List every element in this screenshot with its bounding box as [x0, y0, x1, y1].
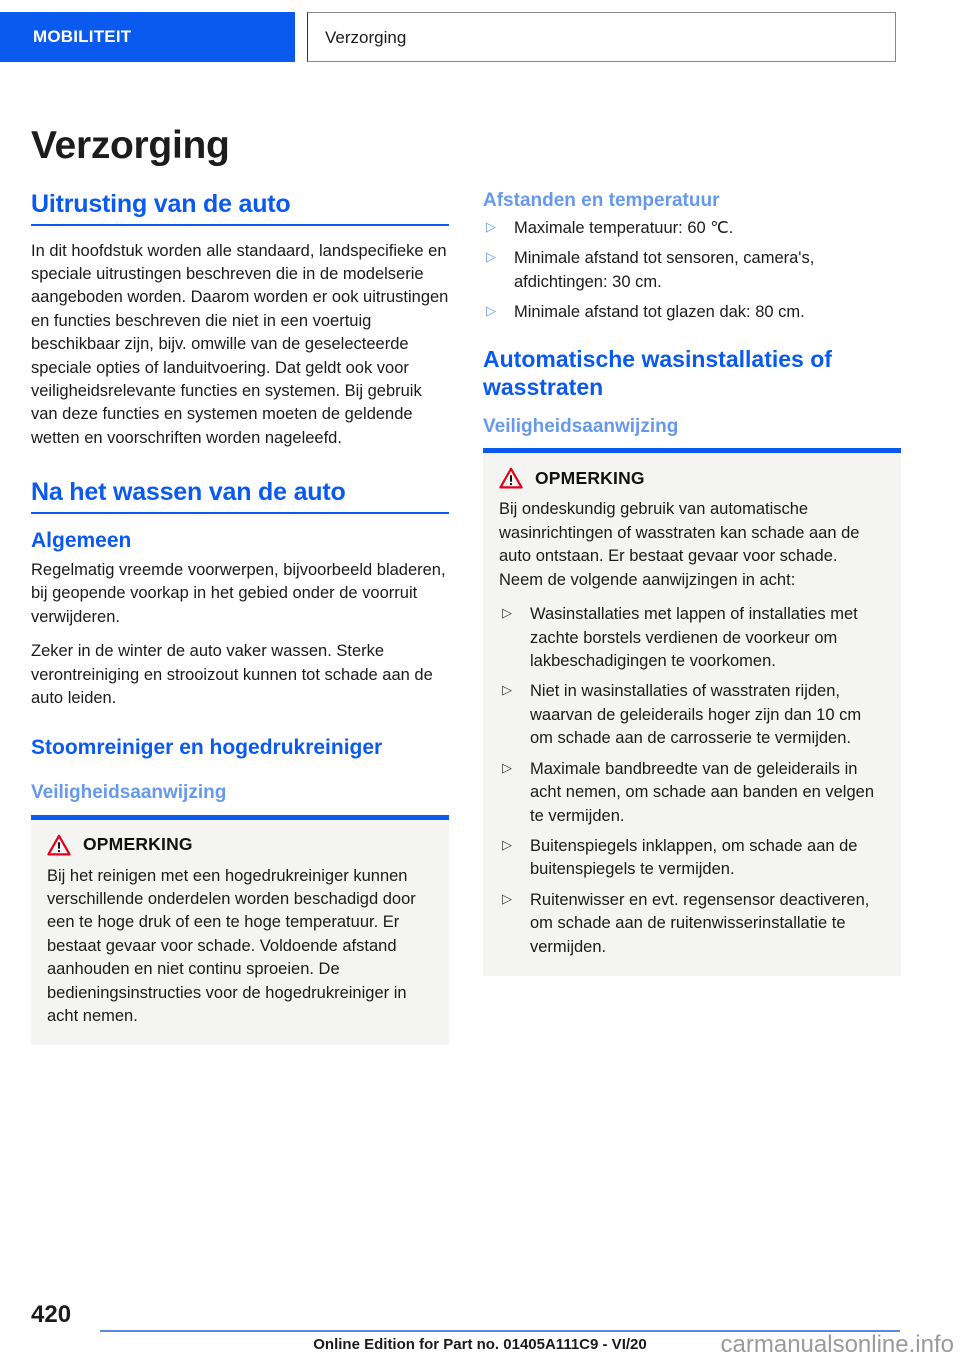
triangle-bullet-icon: ▷: [502, 605, 512, 621]
triangle-bullet-icon: ▷: [486, 249, 496, 265]
triangle-bullet-icon: ▷: [502, 682, 512, 698]
list-item: [483, 217, 901, 240]
list-item: [499, 603, 885, 673]
warning-triangle-icon: [499, 467, 523, 489]
right-column: [483, 190, 901, 976]
notice-header: [499, 467, 885, 489]
watermark: carmanualsonline.info: [720, 1331, 954, 1358]
breadcrumb[interactable]: [307, 12, 896, 62]
list-item-label: Minimale afstand tot glazen dak: 80 cm.: [514, 303, 805, 322]
notice-text: Bij ondeskundig gebruik van automatische wasinrichtingen of wasstraten kan schade aan de auto ontstaan. Er bestaat gevaar voor schade. Neem de volgende aanwijzingen in acht:: [499, 500, 860, 589]
heading-stoomreiniger-en-hogedrukreiniger: Stoomreiniger en hogedrukreiniger: [31, 735, 383, 759]
heading-rule: [31, 512, 449, 514]
triangle-bullet-icon: ▷: [502, 759, 512, 775]
paragraph-uitrusting-intro: In dit hoofdstuk worden alle standaard, landspecifieke en speciale uitrustingen beschreven die in de modelserie aangeboden worden. Daarom worden er ook uitrustingen en functies beschreven die niet in een voertuig beschikbaar zijn, bijv. omwille van de geselecteerde speciale opties of landuitvoering. Dat geldt ook voor veiligheidsrelevante functies en systemen. Bij gebruik van deze functies en systemen moeten de geldende wetten en voorschriften worden nageleefd.: [31, 241, 449, 447]
page-number: 420: [31, 1301, 72, 1328]
paragraph-algemeen-1: Regelmatig vreemde voorwerpen, bijvoorbeeld bladeren, bij geopende voorkap in het gebied onder de voorruit verwijderen.: [31, 560, 446, 626]
notice-box-hogedrukreiniger: [31, 815, 449, 1046]
paragraph-algemeen-2: Zeker in de winter de auto vaker wassen. Sterke verontreiniging en strooizout kunnen tot schade aan de auto leiden.: [31, 642, 433, 708]
breadcrumb-label: Verzorging: [325, 28, 407, 47]
notice-header: [47, 834, 433, 856]
header-section-tab[interactable]: [0, 12, 295, 62]
page-title: Verzorging: [31, 124, 230, 168]
heading-algemeen: Algemeen: [31, 528, 132, 552]
list-item: [483, 247, 901, 294]
list-item-label: Minimale afstand tot sensoren, camera's, afdichtingen: 30 cm.: [514, 249, 815, 291]
list-item-label: Niet in wasinstallaties of wasstraten rijden, waarvan de geleiderails hoger zijn dan 10 cm om schade aan de carrosserie te vermijden.: [530, 682, 862, 748]
list-item-label: Buitenspiegels inklappen, om schade aan de buitenspiegels te vermijden.: [530, 836, 858, 879]
header-section-tab-label: MOBILITEIT: [33, 27, 132, 46]
list-item: [499, 835, 885, 882]
notice-text: Bij het reinigen met een hogedrukreiniger kunnen verschillende onderdelen worden beschadigd door een te hoge druk of een te hoge temperatuur. Er bestaat gevaar voor schade. Voldoende afstand aanhouden en niet continu sproeien. De bedieningsinstructies voor de hogedrukreiniger in acht nemen.: [47, 866, 416, 1026]
list-afstanden-en-temperatuur: [483, 217, 901, 325]
list-item: [499, 758, 885, 828]
triangle-bullet-icon: ▷: [502, 890, 512, 906]
notice-box-wasinstallaties: [483, 448, 901, 976]
heading-automatische-wasinstallaties: Automatische wasinstallaties of wasstraten: [483, 346, 832, 401]
list-item: [483, 301, 901, 324]
label-veiligheidsaanwijzing-right: Veiligheidsaanwijzing: [483, 415, 679, 437]
list-item: [499, 889, 885, 959]
heading-rule: [31, 224, 449, 226]
triangle-bullet-icon: ▷: [502, 836, 512, 852]
list-item-label: Maximale temperatuur: 60 ℃.: [514, 218, 734, 237]
triangle-bullet-icon: ▷: [486, 303, 496, 319]
footer-edition-note: Online Edition for Part no. 01405A111C9 - VI/20: [313, 1336, 647, 1353]
list-wasinstallaties-aanwijzingen: [499, 603, 885, 959]
notice-title: OPMERKING: [83, 834, 193, 854]
label-veiligheidsaanwijzing-left: Veiligheidsaanwijzing: [31, 781, 227, 803]
heading-afstanden-en-temperatuur: Afstanden en temperatuur: [483, 190, 720, 211]
triangle-bullet-icon: ▷: [486, 218, 496, 234]
list-item-label: Wasinstallaties met lappen of installaties met zachte borstels verdienen de voorkeur om lakbeschadigingen te voorkomen.: [530, 605, 858, 670]
list-item-label: Maximale bandbreedte van de geleiderails in acht nemen, om schade aan banden en velgen te vermijden.: [530, 759, 875, 825]
heading-na-het-wassen-van-de-auto: Na het wassen van de auto: [31, 478, 346, 507]
notice-title: OPMERKING: [535, 467, 645, 488]
list-item: [499, 680, 885, 750]
left-column: [31, 190, 449, 1045]
heading-uitrusting-van-de-auto: Uitrusting van de auto: [31, 190, 291, 218]
list-item-label: Ruitenwisser en evt. regensensor deactiveren, om schade aan de ruitenwisserinstallatie te vermijden.: [530, 890, 870, 956]
warning-triangle-icon: [47, 834, 71, 856]
page-header: [0, 12, 960, 62]
